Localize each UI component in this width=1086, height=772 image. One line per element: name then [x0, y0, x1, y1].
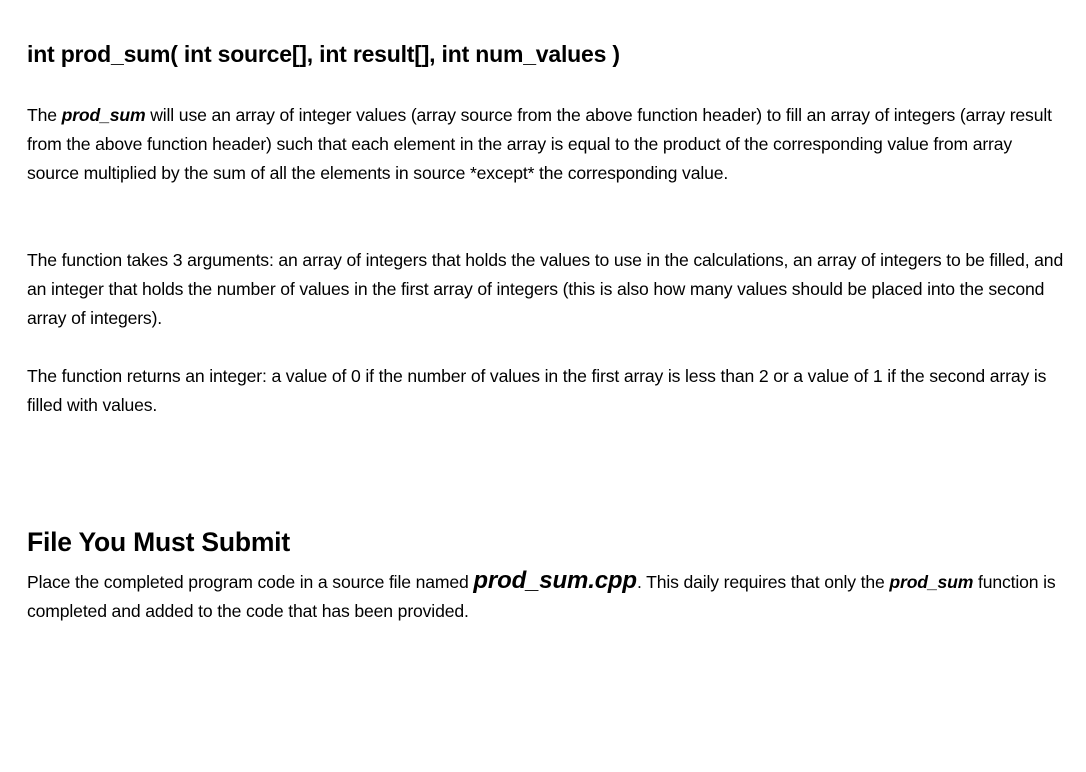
- returns-paragraph: The function returns an integer: a value of 0 if the number of values in the first array is less than 2 or a value of 1 if the second array is filled with values.: [27, 366, 1047, 415]
- submit-text-middle: . This daily requires that only the: [636, 572, 885, 592]
- description-intro: The: [27, 105, 57, 125]
- submit-paragraph: [27, 568, 1067, 626]
- description-function-name: prod_sum: [61, 105, 146, 125]
- function-signature-heading: int prod_sum( int source[], int result[], int num_values ): [27, 41, 620, 67]
- submit-text-before: Place the completed program code in a source file named: [27, 572, 469, 592]
- submit-file-name: prod_sum.cpp: [473, 567, 637, 594]
- arguments-paragraph: The function takes 3 arguments: an array of integers that holds the values to use in the calculations, an array of integers to be filled, and an integer that holds the number of values in the first array of integers (this is also how many values should be placed into the second array of integers).: [27, 250, 1064, 328]
- submit-text-after: function is completed and added to the code that has been provided.: [27, 572, 1056, 621]
- submit-section-title: File You Must Submit: [27, 527, 290, 557]
- submit-function-name: prod_sum: [889, 572, 974, 592]
- description-paragraph: [27, 101, 1067, 188]
- description-body: will use an array of integer values (array source from the above function header) to fill an array of integers (array result from the above function header) such that each element in the array is equal to the product of the corresponding value from array source multiplied by the sum of all the elements in source *except* the corresponding value.: [27, 105, 1052, 183]
